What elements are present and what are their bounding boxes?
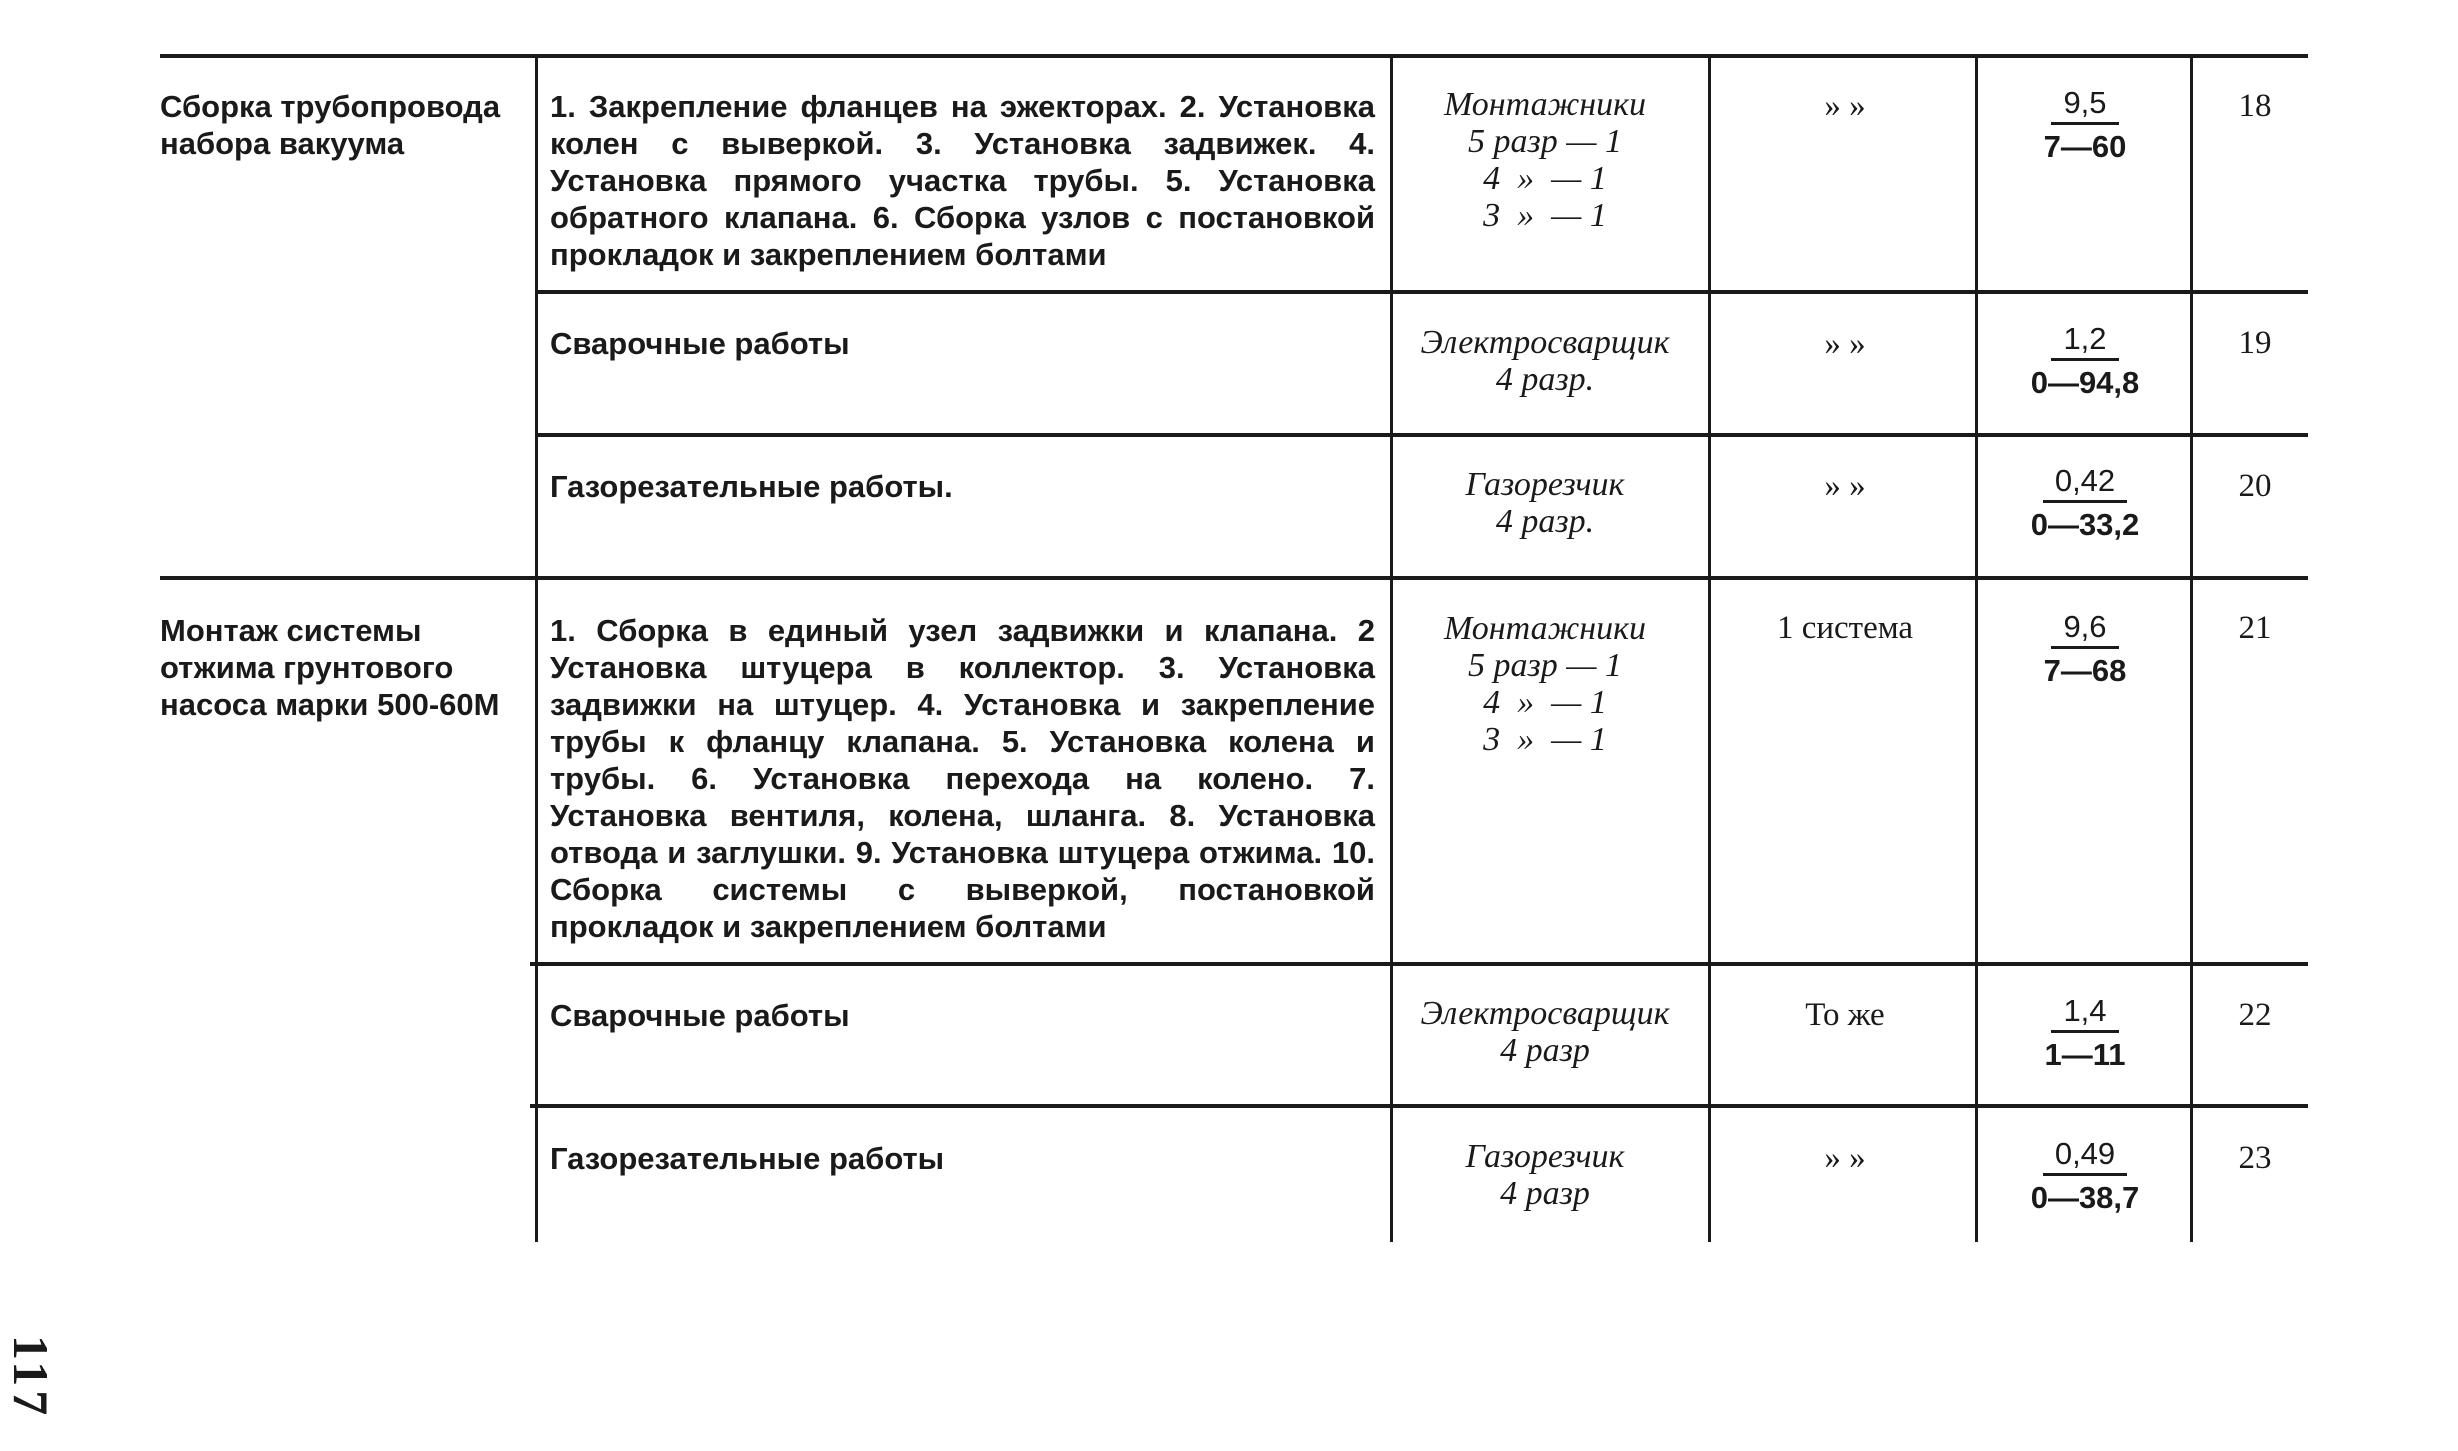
row-number: 18 [2238,88,2272,124]
measurement-unit: » » [1824,326,1866,362]
row-divider [535,290,2308,294]
worker-line: 4 разр [1500,1175,1590,1212]
worker-line: 4 » — 1 [1483,684,1607,721]
worker-line: 4 разр. [1495,361,1595,398]
worker-line: Монтажники [1443,86,1647,123]
time-norm: 1,4 [2051,992,2118,1033]
work-description: Сварочные работы [550,998,850,1033]
worker-composition [1390,86,1700,234]
norm-fraction [1985,992,2185,1077]
time-norm: 9,5 [2051,84,2118,125]
row-divider [530,962,2308,966]
worker-composition [1390,466,1700,540]
work-description: 1. Закрепление фланцев на эжекторах. 2. Установка колен с выверкой. 3. Установка задвижек. 4. Установка прямого участка трубы. 5. Установка обратного клапана. 6. Сборка узлов с постановкой прокладок и закреплением болтами [550,89,1375,272]
section-name: Сборка трубопровода набора вакуума [160,89,501,161]
column-divider [535,54,538,1242]
worker-line: 4 разр. [1495,503,1595,540]
column-divider [1975,54,1978,1242]
column-divider [1708,54,1711,1242]
price-rate: 0—33,2 [2030,507,2140,542]
norm-fraction [1985,84,2185,169]
worker-line: 4 » — 1 [1483,160,1607,197]
work-description: Газорезательные работы [550,1141,945,1176]
work-description: Сварочные работы [550,326,850,361]
norm-fraction [1985,462,2185,547]
price-rate: 1—11 [2044,1037,2126,1072]
price-rate: 0—94,8 [2030,365,2140,400]
worker-line: Электросварщик [1420,324,1670,361]
worker-composition [1390,610,1700,758]
row-divider [530,1104,2308,1108]
work-description: Газорезательные работы. [550,469,953,504]
worker-line: Газорезчик [1465,1138,1625,1175]
measurement-unit: То же [1805,997,1885,1033]
work-description: 1. Сборка в единый узел задвижки и клапана. 2 Установка штуцера в коллектор. 3. Установка задвижки на штуцер. 4. Установка и закрепление трубы к фланцу клапана. 5. Установка колена и трубы. 6. Установка перехода на колено. 7. Установка вентиля, колена, шланга. 8. Установка отвода и заглушки. 9. Установка штуцера отжима. 10. Сборка системы с выверкой, постановкой прокладок и закреплением болтами [550,613,1375,944]
worker-composition [1390,995,1700,1069]
page-number: 117 [3,1335,59,1420]
row-number: 19 [2238,325,2272,361]
row-number: 23 [2238,1140,2272,1176]
worker-line: 5 разр — 1 [1468,647,1622,684]
price-rate: 7—60 [2043,129,2127,164]
price-rate: 7—68 [2043,653,2127,688]
measurement-unit: 1 система [1776,610,1914,646]
time-norm: 0,42 [2043,462,2127,503]
worker-line: 4 разр [1500,1032,1590,1069]
worker-line: 3 » — 1 [1483,721,1607,758]
norm-fraction [1985,320,2185,405]
measurement-unit: » » [1824,88,1866,124]
time-norm: 0,49 [2043,1135,2127,1176]
worker-line: Монтажники [1443,610,1647,647]
column-divider [2190,54,2193,1242]
table-top-rule [160,54,2308,58]
row-divider [535,433,2308,437]
worker-composition [1390,1138,1700,1212]
worker-line: Электросварщик [1420,995,1670,1032]
measurement-unit: » » [1824,1140,1866,1176]
time-norm: 9,6 [2051,608,2118,649]
norm-fraction [1985,1135,2185,1220]
measurement-unit: » » [1824,468,1866,504]
row-number: 22 [2238,997,2272,1033]
worker-line: 3 » — 1 [1483,197,1607,234]
time-norm: 1,2 [2051,320,2118,361]
worker-line: Газорезчик [1465,466,1625,503]
price-rate: 0—38,7 [2030,1180,2140,1215]
worker-composition [1390,324,1700,398]
norm-fraction [1985,608,2185,693]
section-divider [160,576,2308,580]
row-number: 21 [2238,610,2272,646]
row-number: 20 [2238,468,2272,504]
worker-line: 5 разр — 1 [1468,123,1622,160]
section-name: Монтаж системы отжима грунтового насоса марки 500-60М [160,613,500,722]
